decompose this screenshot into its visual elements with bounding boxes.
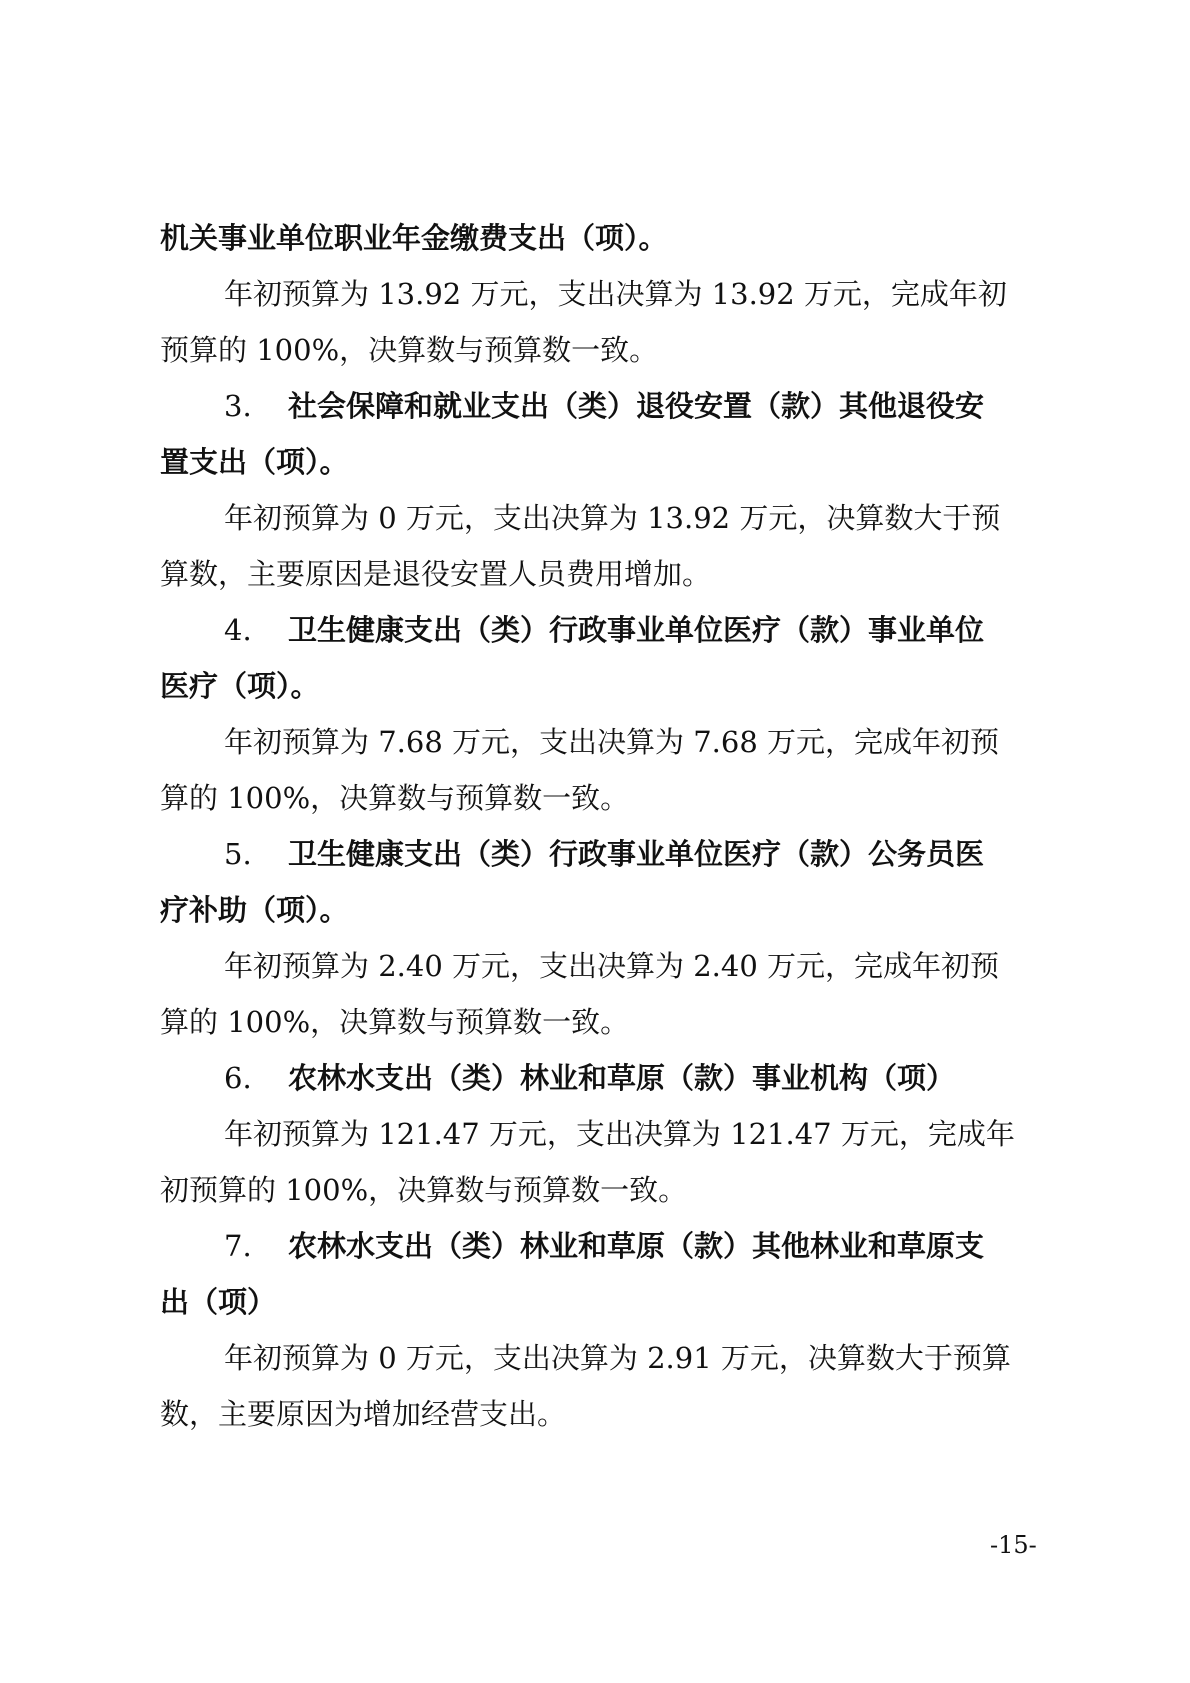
section-title: 农林水支出（类）林业和草原（款）其他林业和草原支	[288, 1229, 985, 1263]
section-heading-continued: 医疗（项）。	[160, 669, 320, 703]
paragraph-line: 年初预算为 0 万元，支出决算为 2.91 万元，决算数大于预算	[224, 1341, 1011, 1375]
section-heading-continued: 机关事业单位职业年金缴费支出（项）。	[160, 221, 668, 255]
paragraph-line: 年初预算为 0 万元，支出决算为 13.92 万元，决算数大于预	[224, 501, 1001, 535]
paragraph-line: 预算的 100%，决算数与预算数一致。	[160, 333, 659, 367]
section-heading-3	[160, 386, 1038, 427]
paragraph-line: 年初预算为 13.92 万元，支出决算为 13.92 万元，完成年初	[224, 277, 1007, 311]
section-heading-continued: 置支出（项）。	[160, 445, 349, 479]
document-body	[160, 218, 1038, 1450]
section-number: 4.	[224, 613, 252, 647]
section-title: 社会保障和就业支出（类）退役安置（款）其他退役安	[288, 389, 985, 423]
section-number: 6.	[224, 1061, 252, 1095]
section-heading-4	[160, 610, 1038, 651]
section-number: 3.	[224, 389, 252, 423]
paragraph-line: 初预算的 100%，决算数与预算数一致。	[160, 1173, 688, 1207]
paragraph-line: 算的 100%，决算数与预算数一致。	[160, 1005, 630, 1039]
paragraph-line: 数，主要原因为增加经营支出。	[160, 1397, 567, 1431]
section-heading-5	[160, 834, 1038, 875]
section-number: 7.	[224, 1229, 252, 1263]
section-title: 卫生健康支出（类）行政事业单位医疗（款）事业单位	[288, 613, 985, 647]
paragraph-line: 算的 100%，决算数与预算数一致。	[160, 781, 630, 815]
section-heading-continued: 出（项）	[160, 1285, 277, 1319]
section-heading-6	[160, 1058, 1038, 1099]
page-number: -15-	[990, 1531, 1037, 1559]
section-heading-continued: 疗补助（项）。	[160, 893, 349, 927]
paragraph-line: 年初预算为 7.68 万元，支出决算为 7.68 万元，完成年初预	[224, 725, 1000, 759]
section-title: 农林水支出（类）林业和草原（款）事业机构（项）	[288, 1061, 956, 1095]
section-number: 5.	[224, 837, 252, 871]
paragraph-line: 算数，主要原因是退役安置人员费用增加。	[160, 557, 712, 591]
section-title: 卫生健康支出（类）行政事业单位医疗（款）公务员医	[288, 837, 985, 871]
section-heading-7	[160, 1226, 1038, 1267]
paragraph-line: 年初预算为 121.47 万元，支出决算为 121.47 万元，完成年	[224, 1117, 1015, 1151]
paragraph-line: 年初预算为 2.40 万元，支出决算为 2.40 万元，完成年初预	[224, 949, 1000, 983]
